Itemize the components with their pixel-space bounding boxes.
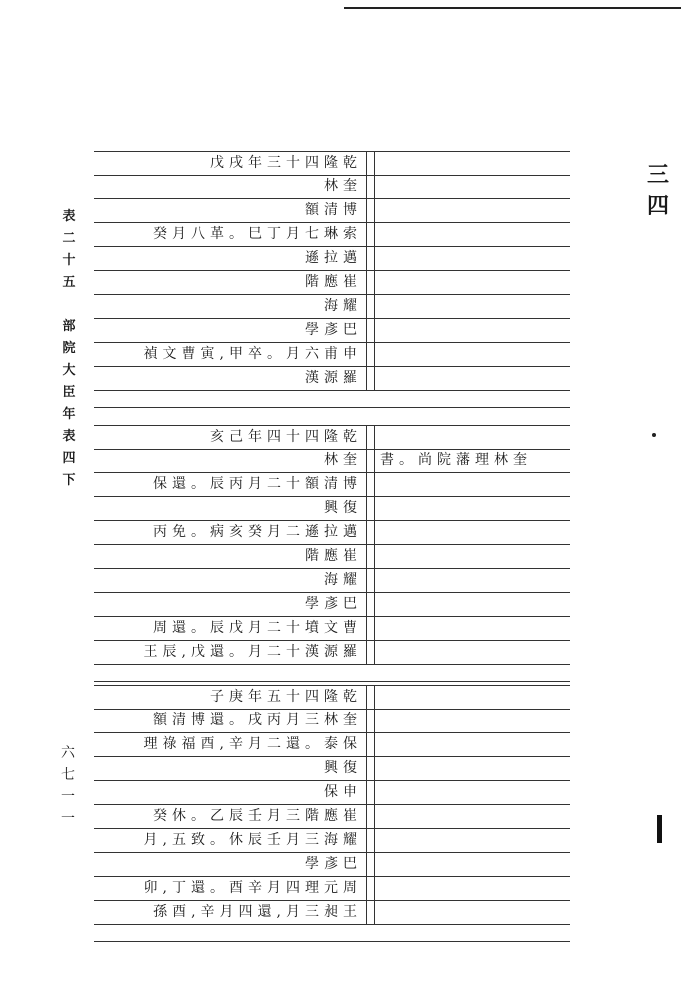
column-divider bbox=[374, 222, 375, 247]
row-record: 癸月八革。巳丁月七琳索 bbox=[153, 226, 362, 242]
row-appointment bbox=[380, 877, 566, 900]
side-title-char: 四 bbox=[62, 451, 76, 466]
column-divider bbox=[366, 342, 367, 367]
column-divider bbox=[366, 318, 367, 343]
folio-char: 七 bbox=[61, 767, 75, 783]
column-divider bbox=[366, 616, 367, 641]
table-row bbox=[94, 641, 570, 665]
column-divider bbox=[374, 756, 375, 781]
column-divider bbox=[366, 640, 367, 665]
side-title-char: 下 bbox=[62, 473, 76, 488]
column-divider bbox=[374, 732, 375, 757]
table-row bbox=[94, 151, 570, 176]
table-row bbox=[94, 709, 570, 733]
top-rule bbox=[344, 7, 681, 9]
row-appointment bbox=[380, 473, 566, 496]
column-divider bbox=[366, 246, 367, 271]
column-divider bbox=[374, 568, 375, 593]
side-title-char: 大 bbox=[62, 363, 76, 378]
row-appointment bbox=[380, 247, 566, 270]
table-row bbox=[94, 425, 570, 450]
column-divider bbox=[374, 246, 375, 271]
table-row bbox=[94, 617, 570, 641]
row-appointment bbox=[380, 271, 566, 294]
column-divider bbox=[374, 496, 375, 521]
column-divider bbox=[366, 151, 367, 176]
side-title-char: 十 bbox=[62, 253, 76, 268]
row-record: 海耀 bbox=[324, 298, 362, 314]
table-row bbox=[94, 829, 570, 853]
column-divider bbox=[366, 732, 367, 757]
side-title-char: 表 bbox=[62, 209, 76, 224]
row-record: 孫酉,辛月四還,月三昶王 bbox=[153, 904, 362, 920]
row-appointment bbox=[380, 199, 566, 222]
column-divider bbox=[374, 520, 375, 545]
table-row bbox=[94, 757, 570, 781]
column-divider bbox=[366, 174, 367, 199]
side-title-char: 五 bbox=[62, 275, 76, 290]
column-divider bbox=[374, 708, 375, 733]
side-title-char: 二 bbox=[62, 231, 76, 246]
table-row bbox=[94, 805, 570, 829]
column-divider bbox=[374, 544, 375, 569]
row-record: 理祿福酉,辛月二還。泰保 bbox=[143, 736, 362, 752]
row-record: 子庚年五十四隆乾 bbox=[210, 689, 362, 705]
column-divider bbox=[374, 828, 375, 853]
folio-char: 一 bbox=[61, 811, 75, 827]
column-divider bbox=[366, 496, 367, 521]
column-divider bbox=[366, 708, 367, 733]
table-row bbox=[94, 545, 570, 569]
row-record: 階應崔 bbox=[305, 548, 362, 564]
row-record: 亥己年四十四隆乾 bbox=[210, 429, 362, 445]
column-divider bbox=[366, 366, 367, 391]
row-appointment bbox=[380, 521, 566, 544]
row-record: 遜拉邁 bbox=[305, 250, 362, 266]
row-record: 學彥巴 bbox=[305, 856, 362, 872]
column-divider bbox=[374, 198, 375, 223]
row-appointment bbox=[380, 593, 566, 616]
row-record: 癸休。乙辰壬月三階應崔 bbox=[153, 808, 362, 824]
row-record: 戊戌年三十四隆乾 bbox=[210, 155, 362, 171]
column-divider bbox=[366, 425, 367, 450]
folio-char: 一 bbox=[61, 789, 75, 805]
table-row bbox=[94, 247, 570, 271]
column-divider bbox=[374, 852, 375, 877]
column-divider bbox=[374, 780, 375, 805]
side-title-char: 院 bbox=[62, 341, 76, 356]
side-title bbox=[60, 206, 78, 492]
row-appointment bbox=[380, 295, 566, 318]
row-appointment bbox=[380, 829, 566, 852]
table-row bbox=[94, 733, 570, 757]
row-appointment bbox=[380, 152, 566, 175]
column-divider bbox=[374, 294, 375, 319]
side-title-char: 年 bbox=[62, 407, 76, 422]
row-record: 額清博還。戌丙月三林奎 bbox=[153, 712, 362, 728]
column-divider bbox=[366, 685, 367, 710]
column-divider bbox=[374, 151, 375, 176]
row-record: 卯,丁還。酉辛月四理元周 bbox=[143, 880, 362, 896]
table-row bbox=[94, 901, 570, 925]
row-appointment bbox=[380, 709, 566, 732]
ink-dot bbox=[652, 433, 656, 437]
column-divider bbox=[374, 876, 375, 901]
row-record: 學彥巴 bbox=[305, 596, 362, 612]
column-divider bbox=[366, 852, 367, 877]
table-row bbox=[94, 473, 570, 497]
table-row bbox=[94, 343, 570, 367]
row-record: 丙免。病亥癸月二遜拉邁 bbox=[153, 524, 362, 540]
row-record: 階應崔 bbox=[305, 274, 362, 290]
column-divider bbox=[374, 318, 375, 343]
row-appointment bbox=[380, 686, 566, 709]
section-rule bbox=[94, 681, 570, 682]
column-divider bbox=[366, 544, 367, 569]
column-divider bbox=[374, 616, 375, 641]
table-row bbox=[94, 175, 570, 199]
column-divider bbox=[374, 174, 375, 199]
row-appointment bbox=[380, 757, 566, 780]
margin-mark bbox=[657, 815, 662, 843]
table-row bbox=[94, 367, 570, 391]
table-row bbox=[94, 295, 570, 319]
row-appointment bbox=[380, 223, 566, 246]
row-record: 額清博 bbox=[305, 202, 362, 218]
row-appointment bbox=[380, 901, 566, 924]
row-record: 興復 bbox=[324, 760, 362, 776]
side-title-char bbox=[60, 294, 78, 316]
table-row bbox=[94, 271, 570, 295]
column-divider bbox=[374, 685, 375, 710]
row-appointment bbox=[380, 569, 566, 592]
table-row bbox=[94, 497, 570, 521]
side-title-char: 部 bbox=[62, 319, 76, 334]
section-rule bbox=[94, 941, 570, 942]
column-divider bbox=[374, 448, 375, 473]
row-record: 周還。辰戊月二十墳文曹 bbox=[153, 620, 362, 636]
row-record: 禎文曹寅,甲卒。月六甫申 bbox=[143, 346, 362, 362]
table-row bbox=[94, 877, 570, 901]
table-row bbox=[94, 781, 570, 805]
table-row bbox=[94, 449, 570, 473]
row-record: 林奎 bbox=[324, 452, 362, 468]
column-divider bbox=[366, 472, 367, 497]
section-rule bbox=[94, 407, 570, 408]
column-divider bbox=[366, 900, 367, 925]
table-row bbox=[94, 319, 570, 343]
row-appointment bbox=[380, 545, 566, 568]
column-divider bbox=[374, 270, 375, 295]
column-divider bbox=[366, 876, 367, 901]
column-divider bbox=[366, 294, 367, 319]
column-divider bbox=[366, 592, 367, 617]
row-record: 漢源羅 bbox=[305, 370, 362, 386]
column-divider bbox=[374, 472, 375, 497]
column-divider bbox=[374, 804, 375, 829]
row-appointment: 書。尚院藩理林奎 bbox=[380, 452, 532, 468]
row-appointment bbox=[380, 781, 566, 804]
column-divider bbox=[366, 568, 367, 593]
column-divider bbox=[374, 425, 375, 450]
row-appointment bbox=[380, 175, 566, 198]
row-appointment bbox=[380, 617, 566, 640]
column-divider bbox=[366, 804, 367, 829]
side-title-char: 表 bbox=[62, 429, 76, 444]
table-row bbox=[94, 853, 570, 877]
row-record: 海耀 bbox=[324, 572, 362, 588]
column-divider bbox=[366, 270, 367, 295]
row-appointment bbox=[380, 426, 566, 449]
table-row bbox=[94, 593, 570, 617]
folio bbox=[58, 742, 78, 830]
column-divider bbox=[374, 592, 375, 617]
folio-char: 六 bbox=[61, 745, 75, 761]
row-record: 學彥巴 bbox=[305, 322, 362, 338]
table-row bbox=[94, 685, 570, 710]
row-appointment bbox=[380, 319, 566, 342]
column-divider bbox=[366, 780, 367, 805]
row-record: 保申 bbox=[324, 784, 362, 800]
column-divider bbox=[366, 520, 367, 545]
row-appointment bbox=[380, 497, 566, 520]
table-row bbox=[94, 199, 570, 223]
row-record: 王辰,戊還。月二十漢源羅 bbox=[143, 644, 362, 660]
page-number-top: 三四 bbox=[646, 162, 667, 219]
table-row bbox=[94, 223, 570, 247]
row-appointment bbox=[380, 805, 566, 828]
column-divider bbox=[366, 828, 367, 853]
column-divider bbox=[374, 640, 375, 665]
row-appointment bbox=[380, 367, 566, 390]
row-record: 興復 bbox=[324, 500, 362, 516]
row-appointment bbox=[380, 641, 566, 664]
column-divider bbox=[366, 756, 367, 781]
column-divider bbox=[374, 900, 375, 925]
row-appointment bbox=[380, 733, 566, 756]
column-divider bbox=[374, 366, 375, 391]
row-appointment bbox=[380, 853, 566, 876]
column-divider bbox=[366, 448, 367, 473]
column-divider bbox=[374, 342, 375, 367]
table-row bbox=[94, 569, 570, 593]
row-record: 林奎 bbox=[324, 178, 362, 194]
row-record: 保還。辰丙月二十額清博 bbox=[153, 476, 362, 492]
column-divider bbox=[366, 198, 367, 223]
row-appointment bbox=[380, 343, 566, 366]
column-divider bbox=[366, 222, 367, 247]
row-record: 月,五致。休辰壬月三海耀 bbox=[143, 832, 362, 848]
side-title-char: 臣 bbox=[62, 385, 76, 400]
table-row bbox=[94, 521, 570, 545]
